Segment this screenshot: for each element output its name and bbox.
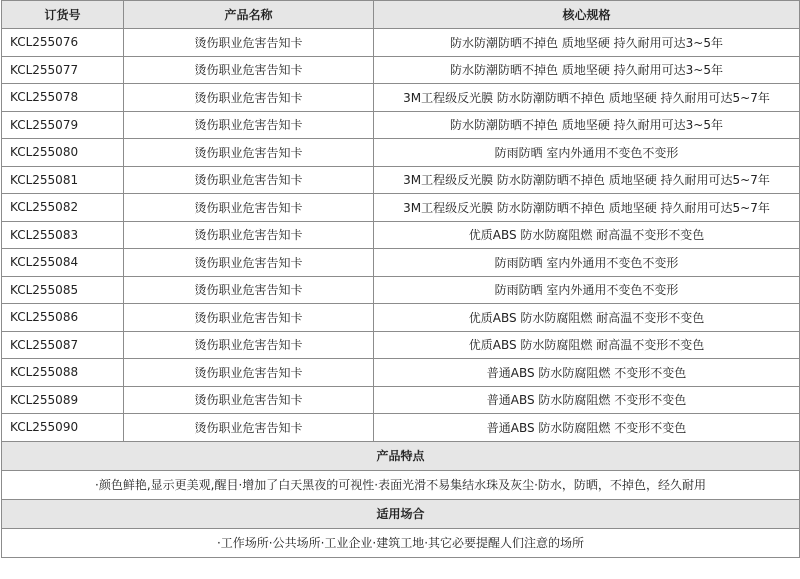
spec-cell: 防雨防晒 室内外通用不变色不变形	[374, 276, 800, 304]
header-product-name: 产品名称	[124, 1, 374, 29]
code-cell: KCL255078	[2, 84, 124, 112]
table-header-row	[2, 1, 800, 29]
features-text-row	[2, 470, 800, 499]
features-title: 产品特点	[2, 441, 800, 470]
table-row	[2, 359, 800, 387]
name-cell: 烫伤职业危害告知卡	[124, 304, 374, 332]
code-cell: KCL255088	[2, 359, 124, 387]
name-cell: 烫伤职业危害告知卡	[124, 276, 374, 304]
table-row	[2, 414, 800, 442]
code-cell: KCL255087	[2, 331, 124, 359]
name-cell: 烫伤职业危害告知卡	[124, 84, 374, 112]
spec-cell: 普通ABS 防水防腐阻燃 不变形不变色	[374, 386, 800, 414]
spec-cell: 优质ABS 防水防腐阻燃 耐高温不变形不变色	[374, 331, 800, 359]
code-cell: KCL255082	[2, 194, 124, 222]
code-cell: KCL255089	[2, 386, 124, 414]
code-cell: KCL255083	[2, 221, 124, 249]
name-cell: 烫伤职业危害告知卡	[124, 111, 374, 139]
table-row	[2, 84, 800, 112]
table-row	[2, 29, 800, 57]
table-body	[2, 29, 800, 442]
code-cell: KCL255084	[2, 249, 124, 277]
table-row	[2, 331, 800, 359]
features-text: ·颜色鲜艳,显示更美观,醒目·增加了白天黑夜的可视性·表面光滑不易集结水珠及灰尘·防水，防晒，不掉色，经久耐用	[2, 470, 800, 499]
spec-cell: 3M工程级反光膜 防水防潮防晒不掉色 质地坚硬 持久耐用可达5~7年	[374, 194, 800, 222]
name-cell: 烫伤职业危害告知卡	[124, 29, 374, 57]
spec-cell: 防水防潮防晒不掉色 质地坚硬 持久耐用可达3~5年	[374, 111, 800, 139]
table-row	[2, 249, 800, 277]
code-cell: KCL255086	[2, 304, 124, 332]
usage-text: ·工作场所·公共场所·工业企业·建筑工地·其它必要提醒人们注意的场所	[2, 528, 800, 557]
header-core-spec: 核心规格	[374, 1, 800, 29]
usage-header-row	[2, 499, 800, 528]
name-cell: 烫伤职业危害告知卡	[124, 56, 374, 84]
spec-cell: 防雨防晒 室内外通用不变色不变形	[374, 249, 800, 277]
table-row	[2, 276, 800, 304]
table-row	[2, 56, 800, 84]
spec-cell: 3M工程级反光膜 防水防潮防晒不掉色 质地坚硬 持久耐用可达5~7年	[374, 166, 800, 194]
features-header-row	[2, 441, 800, 470]
spec-cell: 防水防潮防晒不掉色 质地坚硬 持久耐用可达3~5年	[374, 56, 800, 84]
table-row	[2, 386, 800, 414]
name-cell: 烫伤职业危害告知卡	[124, 359, 374, 387]
spec-cell: 普通ABS 防水防腐阻燃 不变形不变色	[374, 414, 800, 442]
name-cell: 烫伤职业危害告知卡	[124, 221, 374, 249]
spec-cell: 防雨防晒 室内外通用不变色不变形	[374, 139, 800, 167]
table-row	[2, 304, 800, 332]
name-cell: 烫伤职业危害告知卡	[124, 166, 374, 194]
name-cell: 烫伤职业危害告知卡	[124, 386, 374, 414]
spec-cell: 优质ABS 防水防腐阻燃 耐高温不变形不变色	[374, 304, 800, 332]
name-cell: 烫伤职业危害告知卡	[124, 331, 374, 359]
code-cell: KCL255085	[2, 276, 124, 304]
name-cell: 烫伤职业危害告知卡	[124, 194, 374, 222]
spec-cell: 3M工程级反光膜 防水防潮防晒不掉色 质地坚硬 持久耐用可达5~7年	[374, 84, 800, 112]
table-row	[2, 139, 800, 167]
table-row	[2, 221, 800, 249]
table-row	[2, 166, 800, 194]
usage-title: 适用场合	[2, 499, 800, 528]
product-spec-table	[1, 0, 800, 558]
code-cell: KCL255080	[2, 139, 124, 167]
usage-text-row	[2, 528, 800, 557]
code-cell: KCL255076	[2, 29, 124, 57]
table-row	[2, 111, 800, 139]
name-cell: 烫伤职业危害告知卡	[124, 249, 374, 277]
spec-cell: 防水防潮防晒不掉色 质地坚硬 持久耐用可达3~5年	[374, 29, 800, 57]
name-cell: 烫伤职业危害告知卡	[124, 139, 374, 167]
name-cell: 烫伤职业危害告知卡	[124, 414, 374, 442]
table-row	[2, 194, 800, 222]
spec-cell: 普通ABS 防水防腐阻燃 不变形不变色	[374, 359, 800, 387]
code-cell: KCL255081	[2, 166, 124, 194]
spec-cell: 优质ABS 防水防腐阻燃 耐高温不变形不变色	[374, 221, 800, 249]
header-order-number: 订货号	[2, 1, 124, 29]
code-cell: KCL255079	[2, 111, 124, 139]
code-cell: KCL255090	[2, 414, 124, 442]
code-cell: KCL255077	[2, 56, 124, 84]
